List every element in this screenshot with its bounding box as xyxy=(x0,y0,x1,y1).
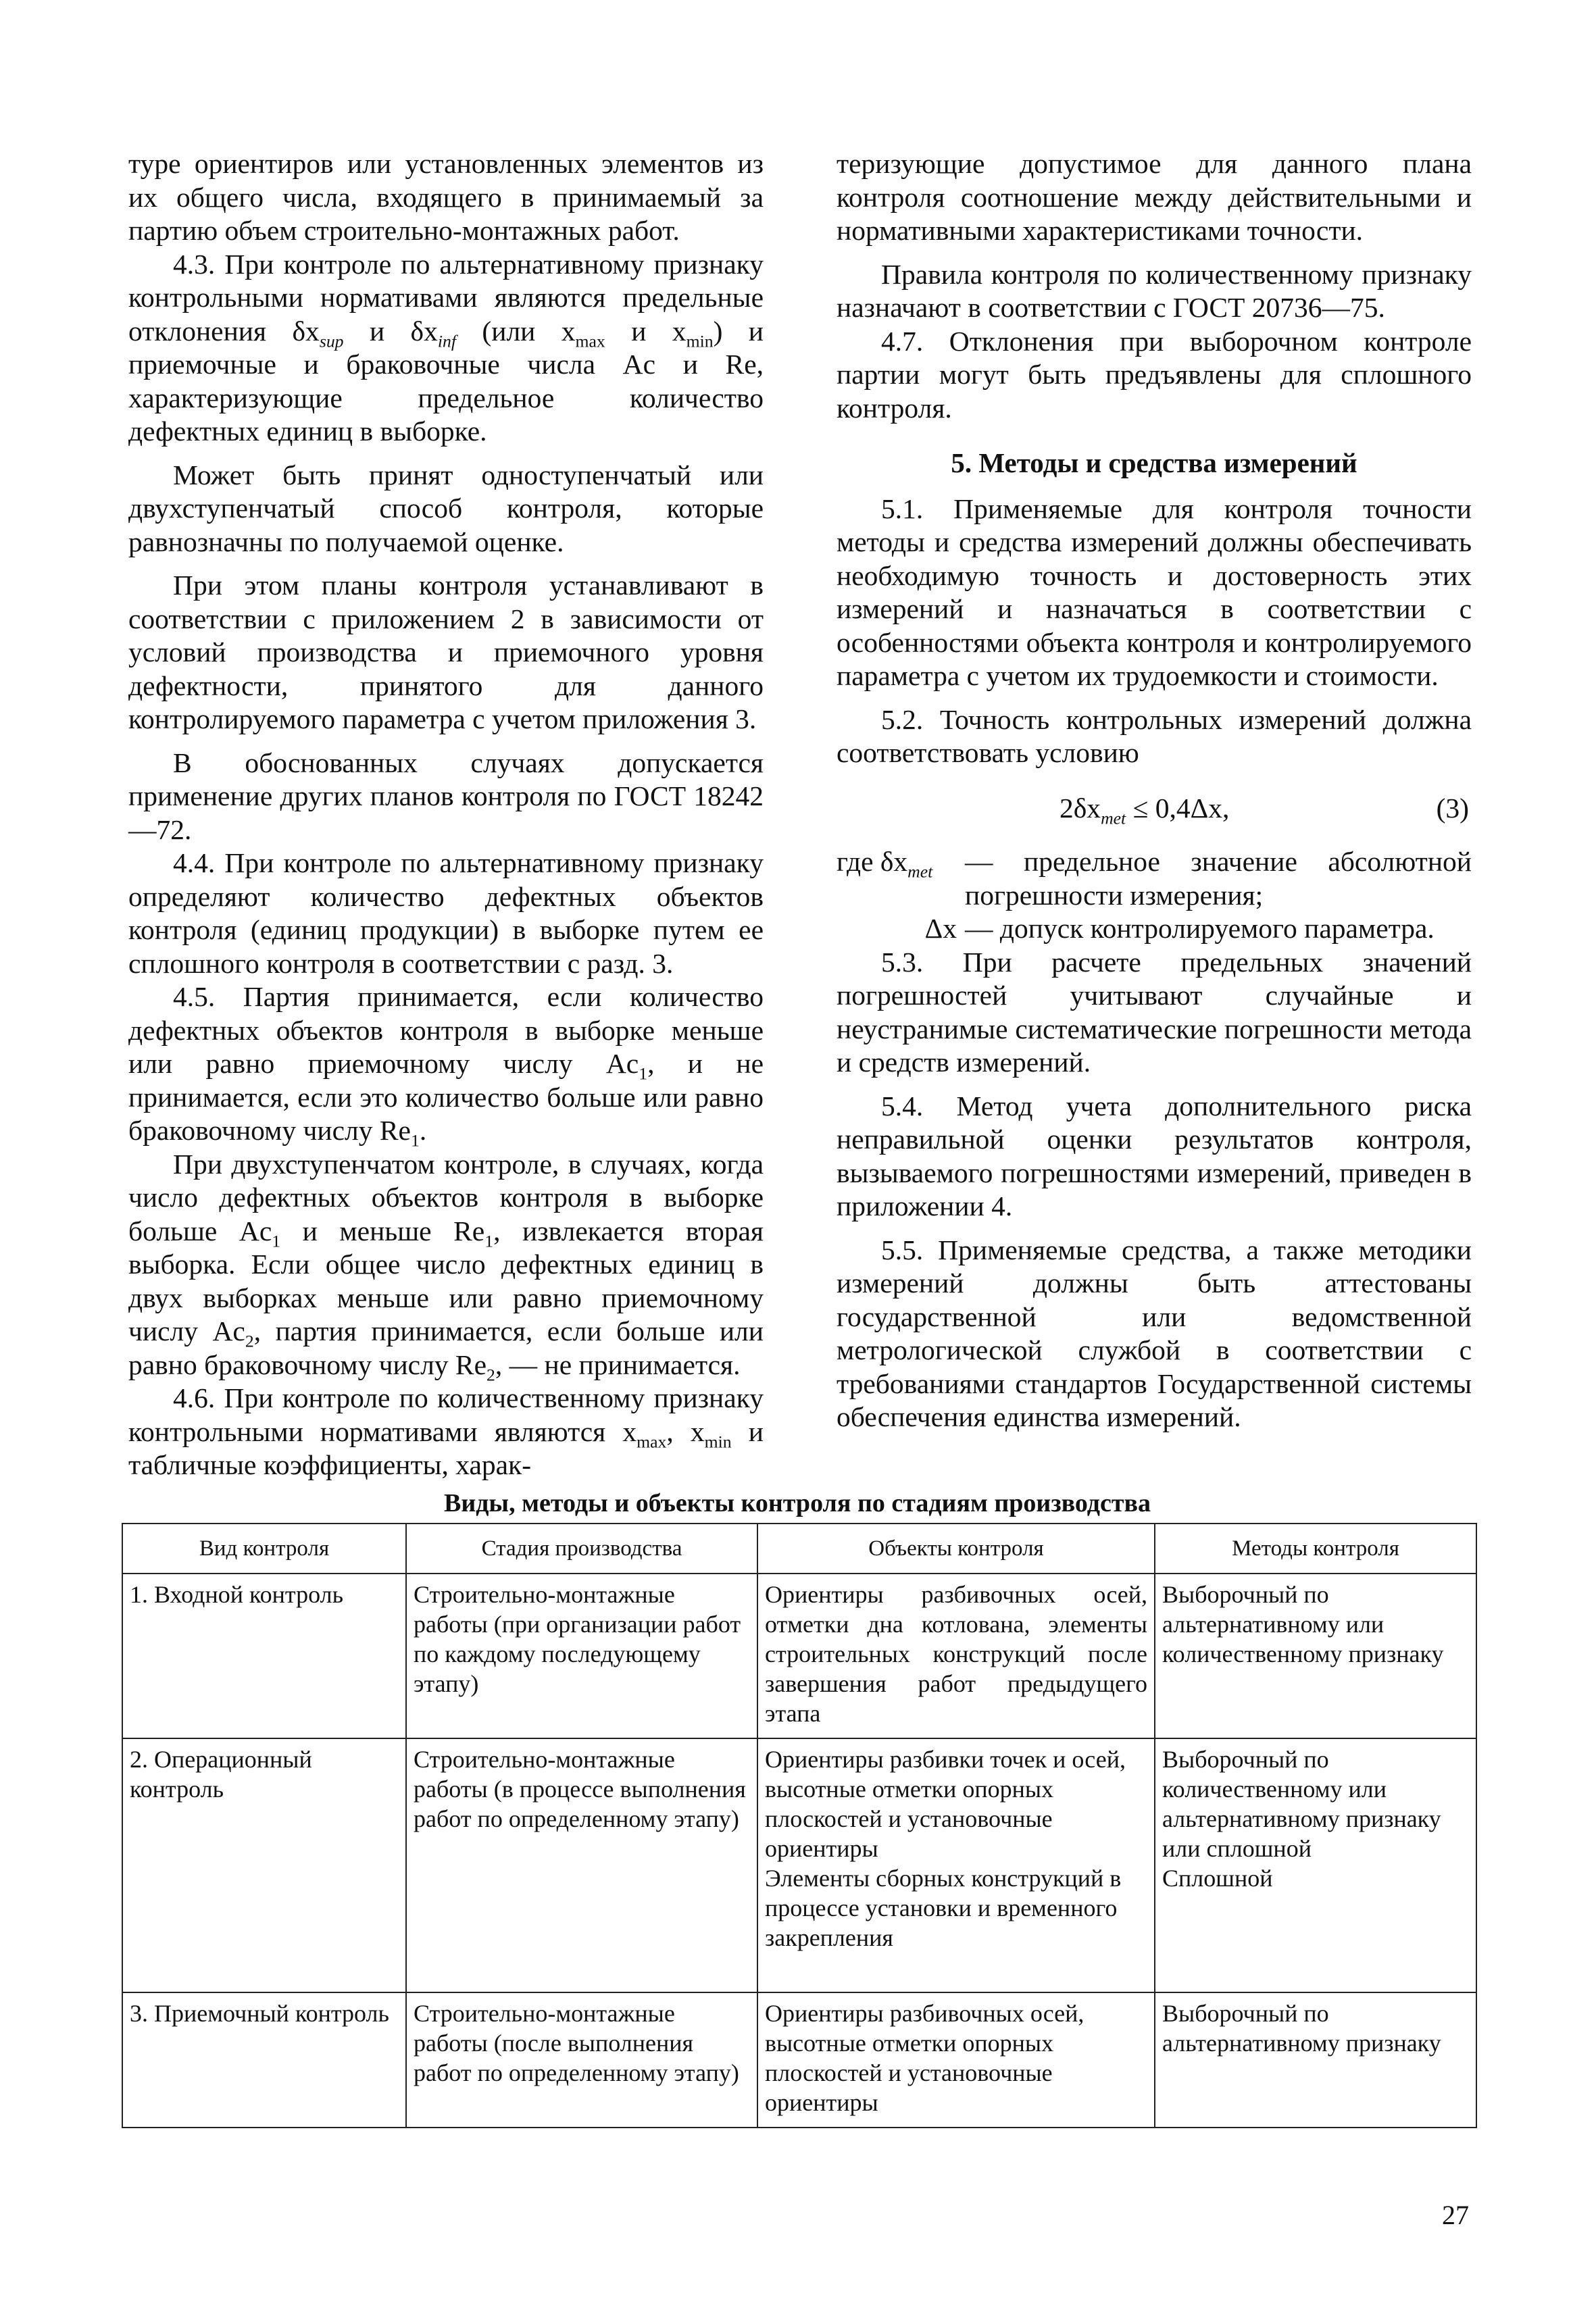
table-cell: Выборочный по альтернативному признаку xyxy=(1155,1992,1476,2128)
formula-legend-met xyxy=(837,845,1472,912)
paragraph-4-6: 4.6. При контроле по количественному признаку контрольными нормативами являются $x_{max}$, $x_{min}$ и табличные коэффициенты, харак- xyxy=(128,1382,764,1480)
column-header: Методы контроля xyxy=(1155,1524,1476,1574)
page-number: 27 xyxy=(1442,2200,1469,2230)
table-cell: Строительно-монтажные работы (в процессе выполнения работ по определенному этапу) xyxy=(406,1738,757,1992)
paragraph-4-3: 4.3. При контроле по альтернативному признаку контрольными нормативами являются предельные отклонения $\delta x_{sup}$ и $\delta x_{inf}$ (или $x_{max}$ и $x_{min}$) и приемочные и браковочные числа Ac и Re, характеризующие предельное количество дефектных единиц в выборке. xyxy=(128,248,764,447)
table-row xyxy=(122,1574,1476,1738)
paragraph-5-4: 5.4. Метод учета дополнительного риска неправильной оценки результатов контроля, вызываемого погрешностями измерений, приведен в приложении 4. xyxy=(837,1090,1472,1222)
legend-symbol: где $\delta x_{met}$ xyxy=(837,846,933,882)
table-cell: Строительно-монтажные работы (при организации работ по каждому последующему этапу) xyxy=(406,1574,757,1738)
table-cell: Выборочный по альтернативному или количественному признаку xyxy=(1155,1574,1476,1738)
table-cell: 3. Приемочный контроль xyxy=(122,1992,406,2128)
column-header: Стадия производства xyxy=(406,1524,757,1574)
table-cell: 2. Операционный контроль xyxy=(122,1738,406,1992)
table-row xyxy=(122,1992,1476,2128)
paragraph-quantitative-rules: Правила контроля по количественному признаку назначают в соответствии с ГОСТ 20736—75. xyxy=(837,258,1472,323)
paragraph-5-2: 5.2. Точность контрольных измерений должна соответствовать условию xyxy=(837,703,1472,768)
paragraph-stage-method: Может быть принят одноступенчатый или двухступенчатый способ контроля, которые равнозначны по получаемой оценке. xyxy=(128,459,764,557)
paragraph-5-1: 5.1. Применяемые для контроля точности методы и средства измерений должны обеспечивать необходимую точность и достоверность этих измерений и назначаться в соответствии с особенностями объекта контроля и контролируемого параметра с учетом их трудоемкости и стоимости. xyxy=(837,493,1472,691)
paragraph-other-plans: В обоснованных случаях допускается применение других планов контроля по ГОСТ 18242—72. xyxy=(128,747,764,845)
legend-text: — предельное значение абсолютной погрешности измерения; xyxy=(965,846,1472,911)
table-cell: Ориентиры разбивки точек и осей, высотные отметки опорных плоскостей и установочные ориентиры Элементы сборных конструкций в процессе установки и временного закрепления xyxy=(757,1738,1155,1992)
section-heading: 5. Методы и средства измерений xyxy=(951,447,1357,478)
table-cell: 1. Входной контроль xyxy=(122,1574,406,1738)
table-cell: Ориентиры разбивочных осей, отметки дна котлована, элементы строительных конструкций после завершения работ предыдущего этапа xyxy=(757,1574,1155,1738)
paragraph-5-3: 5.3. При расчете предельных значений погрешностей учитывают случайные и неустранимые систематические погрешности метода и средств измерений. xyxy=(837,946,1472,1078)
table-cell: Строительно-монтажные работы (после выполнения работ по определенному этапу) xyxy=(406,1992,757,2128)
paragraph-4-4: 4.4. При контроле по альтернативному признаку определяют количество дефектных объектов контроля (единиц продукции) в выборке путем ее сплошного контроля в соответствии с разд. 3. xyxy=(128,847,764,979)
paragraph-4-5: 4.5. Партия принимается, если количество дефектных объектов контроля в выборке меньше или равно приемочному числу $Ac_1$, и не принимается, если это количество больше или равно браковочному числу $Re_1$. xyxy=(128,981,764,1151)
table-header-row xyxy=(122,1524,1476,1574)
paragraph-control-plans: При этом планы контроля устанавливают в соответствии с приложением 2 в зависимости от условий производства и приемочного уровня дефектности, принятого для данного контролируемого параметра с учетом приложения 3. xyxy=(128,570,764,734)
table-row xyxy=(122,1738,1476,1992)
column-header: Объекты контроля xyxy=(757,1524,1155,1574)
formula-expression: $2\delta x_{met} \le 0,4\Delta x$, xyxy=(1059,792,1230,828)
paragraph-continuation: туре ориентиров или установленных элементов из их общего числа, входящего в принимаемый за партию объем строительно-монтажных работ. xyxy=(128,148,764,246)
table-cell: Выборочный по количественному или альтернативному признаку или сплошной Сплошной xyxy=(1155,1738,1476,1992)
formula-3 xyxy=(837,792,1472,826)
right-column xyxy=(837,147,1472,1434)
formula-legend-tolerance xyxy=(837,912,1472,946)
paragraph-4-7: 4.7. Отклонения при выборочном контроле партии могут быть предъявлены для сплошного контроля. xyxy=(837,325,1472,424)
legend-symbol: Δx xyxy=(924,913,957,944)
legend-text: — допуск контролируемого параметра. xyxy=(965,913,1435,944)
formula-number: (3) xyxy=(1436,792,1469,824)
paragraph-two-stage: При двухступенчатом контроле, в случаях, когда число дефектных объектов контроля в выборке больше $Ac_1$ и меньше $Re_1$, извлекается вторая выборка. Если общее число дефектных единиц в двух выборках меньше или равно приемочному числу $Ac_2$, партия принимается, если больше или равно браковочному числу $Re_2$, — не принимается. xyxy=(128,1148,764,1384)
paragraph-continuation-right: теризующие допустимое для данного плана контроля соотношение между действительными и нормативными характеристиками точности. xyxy=(837,148,1472,246)
paragraph-5-5: 5.5. Применяемые средства, а также методики измерений должны быть аттестованы государственной или ведомственной метрологической службой в соответствии с требованиями стандартов Государственной системы обеспечения единства измерений. xyxy=(837,1234,1472,1432)
left-column xyxy=(128,147,764,1482)
table-title: Виды, методы и объекты контроля по стадиям производства xyxy=(443,1489,1151,1517)
column-header: Вид контроля xyxy=(122,1524,406,1574)
control-table xyxy=(122,1523,1477,2128)
table-cell: Ориентиры разбивочных осей, высотные отметки опорных плоскостей и установочные ориентиры xyxy=(757,1992,1155,2128)
